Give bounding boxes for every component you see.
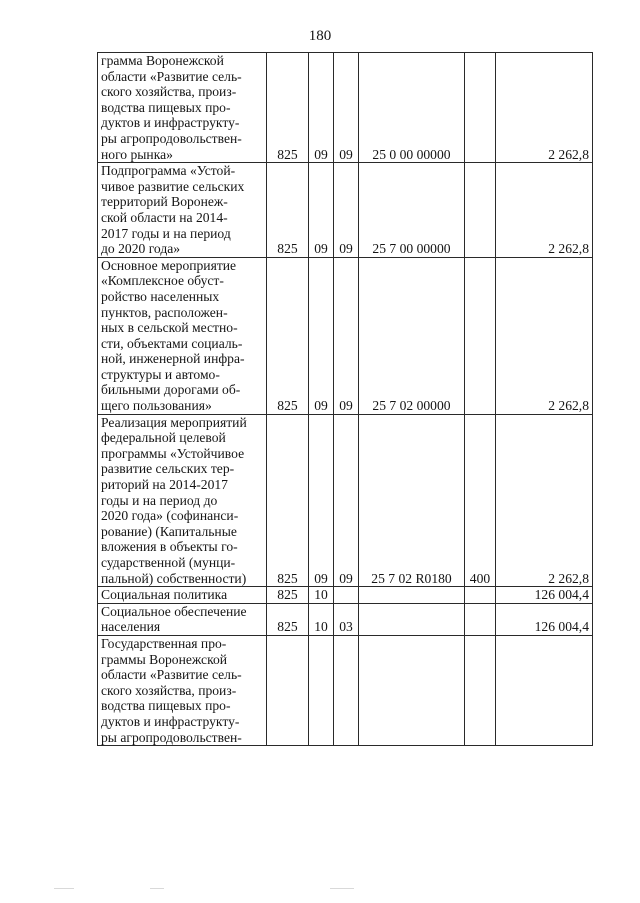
description-line: щего пользования» [101,398,212,414]
grbs-cell: 825 [267,53,309,163]
target-article-cell: 25 7 02 R0180 [359,414,465,587]
description-line: вложения в объекты го- [101,539,238,555]
description-cell [98,414,267,587]
description-line: ры агропродовольствен- [101,729,242,745]
table-row [98,163,593,258]
description-line: сти, объектами социаль- [101,335,243,351]
table-row [98,53,593,163]
description-line: ской области на 2014- [101,209,228,225]
amount-cell: 2 262,8 [496,257,593,414]
description-line: ройство населенных [101,288,220,304]
description-line: Основное мероприятие [101,257,237,273]
description-line: до 2020 года» [101,241,181,257]
description-cell [98,163,267,258]
subsection-cell: 03 [334,603,359,635]
description-line: Социальное обеспечение [101,603,247,619]
section-cell: 10 [309,587,334,604]
subsection-cell [334,587,359,604]
description-line: бильными дорогами об- [101,382,241,398]
section-cell [309,635,334,745]
description-line: территорий Воронеж- [101,194,228,210]
amount-cell [496,635,593,745]
expense-type-cell [465,257,496,414]
section-cell: 09 [309,53,334,163]
subsection-cell: 09 [334,163,359,258]
description-line: грамма Воронежской [101,53,224,68]
description-line: населения [101,619,161,635]
description-line: водства пищевых про- [101,99,231,115]
target-article-cell [359,635,465,745]
description-line: области «Развитие сель- [101,68,242,84]
subsection-cell: 09 [334,53,359,163]
scan-mark [54,888,74,889]
expense-type-cell [465,635,496,745]
description-line: Государственная про- [101,635,227,651]
grbs-cell: 825 [267,587,309,604]
description-line: Социальная политика [101,587,228,603]
description-cell [98,635,267,745]
expense-type-cell [465,163,496,258]
grbs-cell: 825 [267,414,309,587]
description-cell [98,603,267,635]
grbs-cell: 825 [267,257,309,414]
expense-type-cell [465,587,496,604]
description-line: развитие сельских тер- [101,461,235,477]
amount-cell: 2 262,8 [496,163,593,258]
section-cell: 09 [309,163,334,258]
table-row [98,603,593,635]
description-line: граммы Воронежской [101,651,228,667]
expense-type-cell [465,603,496,635]
description-cell [98,257,267,414]
budget-table [97,52,593,746]
description-line: пальной) собственности) [101,570,247,586]
subsection-cell: 09 [334,257,359,414]
description-line: дуктов и инфраструкту- [101,713,240,729]
target-article-cell: 25 7 02 00000 [359,257,465,414]
table-row [98,257,593,414]
description-line: сударственной (мунци- [101,555,236,570]
description-line: годы и на период до [101,492,218,508]
target-article-cell: 25 7 00 00000 [359,163,465,258]
target-article-cell: 25 0 00 00000 [359,53,465,163]
description-line: Реализация мероприятий [101,414,247,430]
page-number: 180 [308,28,332,44]
description-line: ной, инженерной инфра- [101,351,245,367]
description-line: 2020 года» (софинанси- [101,508,239,524]
description-line: рование) (Капитальные [101,523,237,539]
description-line: структуры и автомо- [101,366,220,382]
description-cell [98,53,267,163]
description-line: ного рынка» [101,146,173,162]
amount-cell: 126 004,4 [496,603,593,635]
expense-type-cell: 400 [465,414,496,587]
description-cell [98,587,267,604]
description-line: федеральной целевой [101,430,226,446]
description-line: ского хозяйства, произ- [101,682,237,698]
grbs-cell: 825 [267,163,309,258]
table-row [98,587,593,604]
target-article-cell [359,587,465,604]
subsection-cell: 09 [334,414,359,587]
description-line: программы «Устойчивое [101,445,245,461]
scan-mark [330,888,354,889]
section-cell: 10 [309,603,334,635]
description-line: чивое развитие сельских [101,178,245,194]
description-line: ры агропродовольствен- [101,130,242,146]
description-line: пунктов, расположен- [101,304,228,320]
scan-mark [150,888,164,889]
description-line: ных в сельской местно- [101,320,238,336]
amount-cell: 2 262,8 [496,414,593,587]
target-article-cell [359,603,465,635]
description-line: 2017 годы и на период [101,225,231,241]
section-cell: 09 [309,257,334,414]
description-line: дуктов и инфраструкту- [101,115,240,131]
grbs-cell: 825 [267,603,309,635]
table-row [98,635,593,745]
description-line: области «Развитие сель- [101,667,242,683]
expense-type-cell [465,53,496,163]
description-line: водства пищевых про- [101,698,231,714]
description-line: Подпрограмма «Устой- [101,163,236,179]
amount-cell: 126 004,4 [496,587,593,604]
amount-cell: 2 262,8 [496,53,593,163]
section-cell: 09 [309,414,334,587]
subsection-cell [334,635,359,745]
description-line: ского хозяйства, произ- [101,84,237,100]
grbs-cell [267,635,309,745]
table-row [98,414,593,587]
description-line: риторий на 2014-2017 [101,477,228,493]
description-line: «Комплексное обуст- [101,273,224,289]
